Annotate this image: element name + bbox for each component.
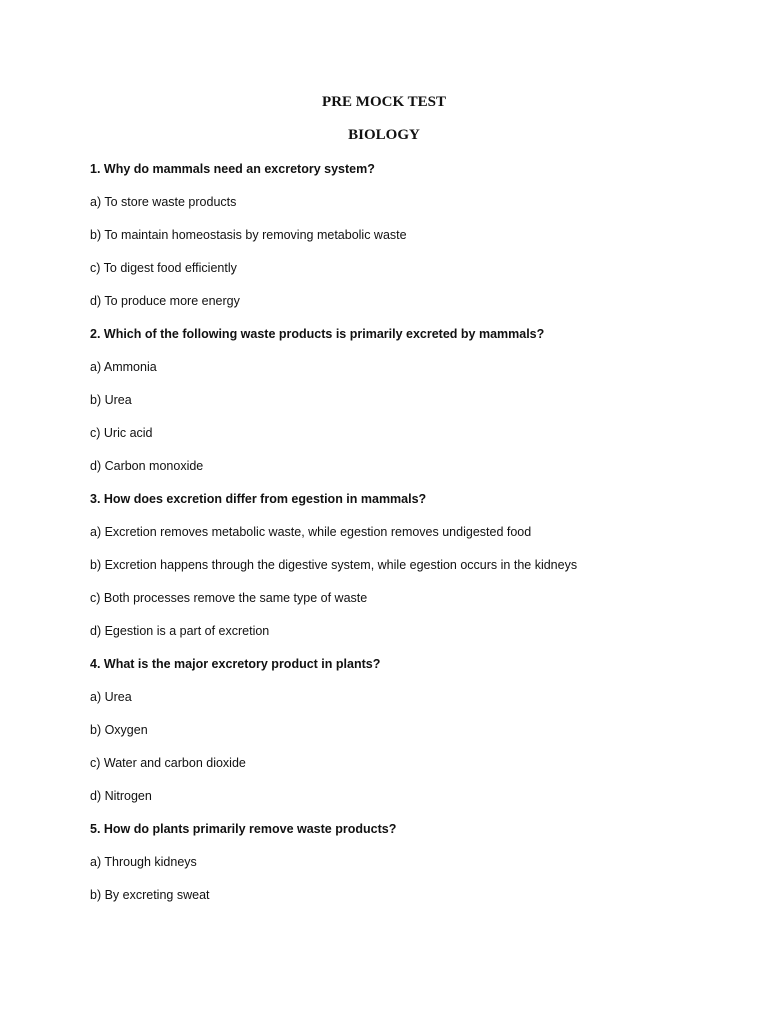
question-4-option-d: d) Nitrogen xyxy=(90,789,152,803)
question-1-option-a: a) To store waste products xyxy=(90,195,237,209)
question-4-option-b: b) Oxygen xyxy=(90,723,148,737)
question-5-option-a: a) Through kidneys xyxy=(90,855,197,869)
question-5-option-b: b) By excreting sweat xyxy=(90,888,210,902)
question-3: 3. How does excretion differ from egestion in mammals? xyxy=(90,492,427,506)
question-4: 4. What is the major excretory product in plants? xyxy=(90,657,381,671)
question-2-option-b: b) Urea xyxy=(90,393,132,407)
question-3-option-d: d) Egestion is a part of excretion xyxy=(90,624,270,638)
question-2-option-a: a) Ammonia xyxy=(90,360,157,374)
question-2-option-c: c) Uric acid xyxy=(90,426,153,440)
question-1-option-d: d) To produce more energy xyxy=(90,294,240,308)
question-1-option-c: c) To digest food efficiently xyxy=(90,261,237,275)
question-3-option-b: b) Excretion happens through the digestive system, while egestion occurs in the kidneys xyxy=(90,558,578,572)
question-2: 2. Which of the following waste products is primarily excreted by mammals? xyxy=(90,327,545,341)
question-4-option-a: a) Urea xyxy=(90,690,132,704)
question-5: 5. How do plants primarily remove waste products? xyxy=(90,822,397,836)
document-subject: BIOLOGY xyxy=(348,127,420,143)
question-3-option-c: c) Both processes remove the same type of waste xyxy=(90,591,368,605)
question-1: 1. Why do mammals need an excretory system? xyxy=(90,162,375,176)
question-1-option-b: b) To maintain homeostasis by removing metabolic waste xyxy=(90,228,407,242)
question-3-option-a: a) Excretion removes metabolic waste, while egestion removes undigested food xyxy=(90,525,532,539)
question-4-option-c: c) Water and carbon dioxide xyxy=(90,756,246,770)
document-title: PRE MOCK TEST xyxy=(322,94,446,110)
question-2-option-d: d) Carbon monoxide xyxy=(90,459,204,473)
question-list xyxy=(90,158,730,917)
